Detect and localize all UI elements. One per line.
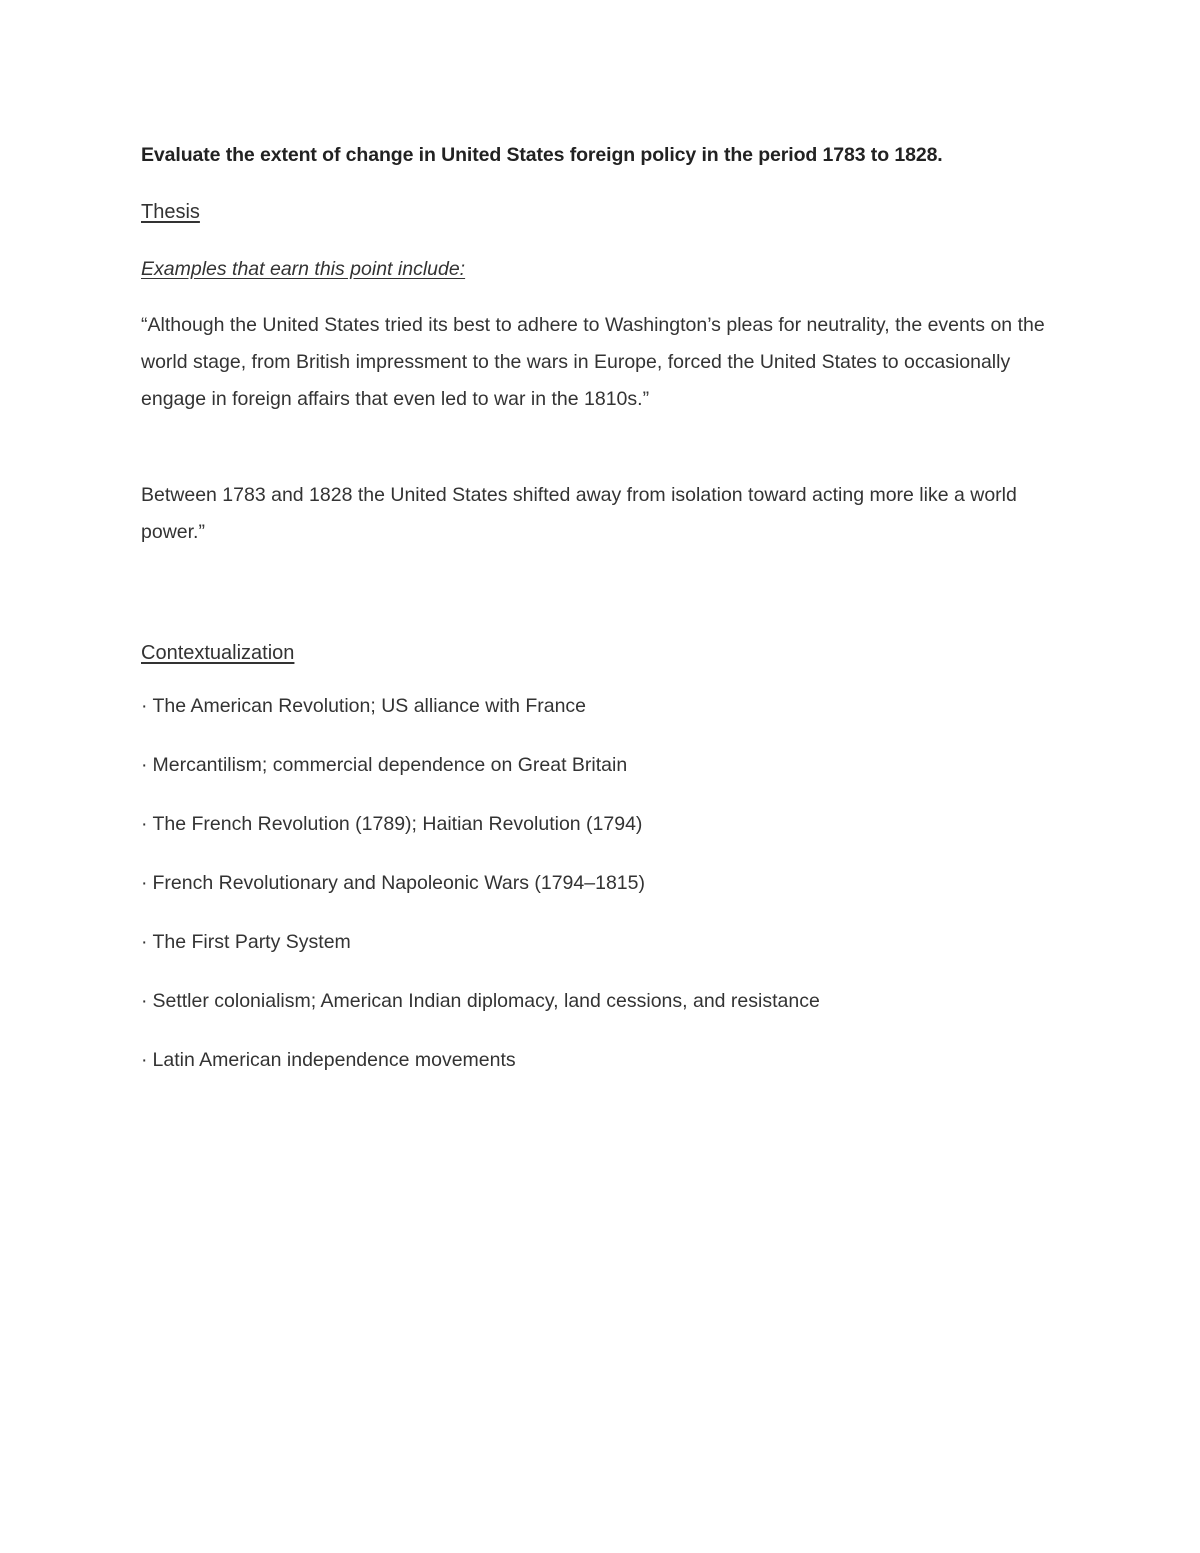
list-item — [141, 927, 1071, 957]
question-title: Evaluate the extent of change in United States foreign policy in the period 1783 to 1828. — [141, 144, 943, 166]
bullet-icon: · — [141, 754, 148, 776]
thesis-heading: Thesis — [141, 201, 200, 223]
list-item — [141, 986, 1071, 1016]
list-item — [141, 809, 1071, 839]
list-item-text: Latin American independence movements — [152, 1049, 516, 1071]
example-paragraph-2: Between 1783 and 1828 the United States shifted away from isolation toward acting more like a world power.” — [141, 484, 1017, 543]
bullet-icon: · — [141, 990, 148, 1012]
bullet-icon: · — [141, 1049, 148, 1071]
bullet-icon: · — [141, 695, 148, 717]
contextualization-heading: Contextualization — [141, 642, 295, 664]
examples-heading: Examples that earn this point include: — [141, 258, 466, 280]
list-item — [141, 868, 1071, 898]
list-item — [141, 1045, 1071, 1075]
bullet-icon: · — [141, 813, 148, 835]
list-item — [141, 691, 1071, 721]
bullet-icon: · — [141, 872, 148, 894]
document-body — [141, 140, 1071, 1104]
list-item-text: Mercantilism; commercial dependence on Great Britain — [152, 754, 628, 776]
context-list — [141, 691, 1071, 1075]
list-item-text: The First Party System — [152, 931, 351, 953]
list-item-text: Settler colonialism; American Indian diplomacy, land cessions, and resistance — [152, 990, 820, 1012]
list-item-text: The American Revolution; US alliance with France — [152, 695, 587, 717]
example-paragraph-1: “Although the United States tried its best to adhere to Washington’s pleas for neutrality, the events on the world stage, from British impressment to the wars in Europe, forced the United States to occasionally engage in foreign affairs that even led to war in the 1810s.” — [141, 314, 1045, 410]
list-item-text: French Revolutionary and Napoleonic Wars (1794–1815) — [152, 872, 645, 894]
list-item — [141, 750, 1071, 780]
bullet-icon: · — [141, 931, 148, 953]
list-item-text: The French Revolution (1789); Haitian Revolution (1794) — [152, 813, 643, 835]
